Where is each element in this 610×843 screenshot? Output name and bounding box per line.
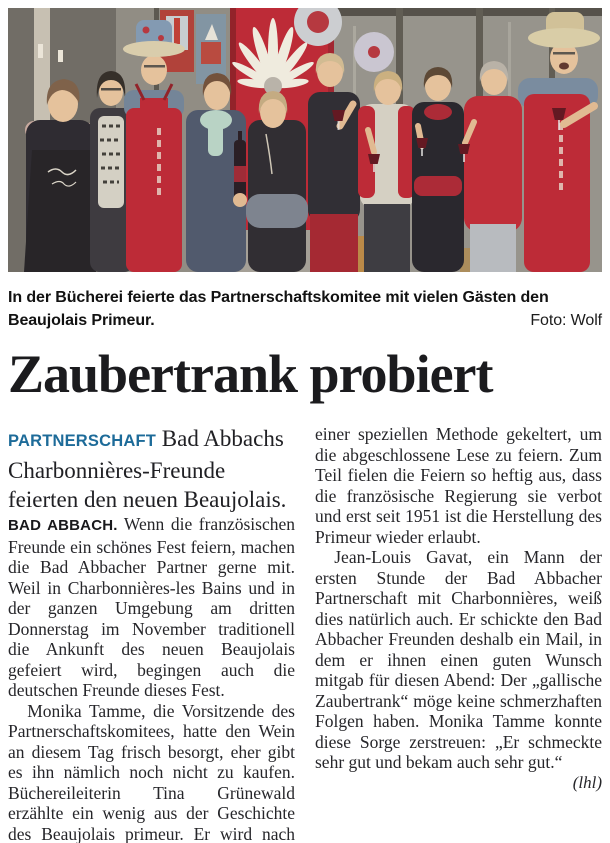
article-lead xyxy=(8,424,295,514)
article-photo xyxy=(8,8,602,272)
article-paragraph xyxy=(315,547,602,792)
article-paragraph xyxy=(8,514,295,701)
article-body xyxy=(8,424,602,843)
article-headline: Zaubertrank probiert xyxy=(8,344,493,404)
article-dateline: BAD ABBACH. xyxy=(8,517,118,534)
paragraph-text: Wenn die französischen Freunde ein schönes Fest feiern, machen die Bad Abbacher Partner gerne mit. Weil in Charbonnières-les Bains und in der ganzen Umgebung am dritten Donnerstag im November traditionell die Ankunft des neuen Beaujolais gefeiert wird, begingen auch die deutschen Freunde dieses Fest. xyxy=(8,514,295,700)
photo-caption xyxy=(8,286,602,332)
photo-credit: Foto: Wolf xyxy=(530,312,602,329)
paragraph-text: Jean-Louis Gavat, ein Mann der ersten Stunde der Bad Abbacher Partnerschaft mit Charbonnières, weiß dies natürlich auch. Er schickte den Bad Abbacher Freunden deshalb ein Mail, in dem er ihnen einen guten Wunsch mitgab für diesen Abend: Der „gallische Zaubertrank“ möge keine schmerzhaften Folgen haben. Monika Tamme konnte diese Sorge zerstreuen: „Er schmeckte sehr gut und bekam auch sehr gut.“ xyxy=(315,547,602,772)
article-paragraph: Monika Tamme, die Vorsitzende des Partnerschaftskomitees, hatte den Wein an diesem Tag frisch besorgt, eher gibt es ihn nämlich noch nicht zu kaufen. Büchereileiterin Tina Grünewald erzählte ein wenig aus der Geschichte des Beaujolais primeur. Er wird nach einer speziellen Methode gekeltert, um die abgeschlossene Lese zu feiern. Zum Teil fielen die Feiern so heftig aus, dass die französische Regierung sie verbot und erst seit 1951 ist die Herstellung des Primeur wieder erlaubt. xyxy=(8,424,602,843)
party-photo-illustration xyxy=(8,8,602,272)
article-kicker: PARTNERSCHAFT xyxy=(8,432,157,450)
photo-caption-text: In der Bücherei feierte das Partnerschaftskomitee mit vielen Gästen den Beaujolais Primeur. xyxy=(8,289,549,329)
article-lead-text: Bad Abbachs Charbonnières-Freunde feierten den neuen Beaujolais. xyxy=(8,426,287,512)
article-byline: (lhl) xyxy=(572,772,602,792)
